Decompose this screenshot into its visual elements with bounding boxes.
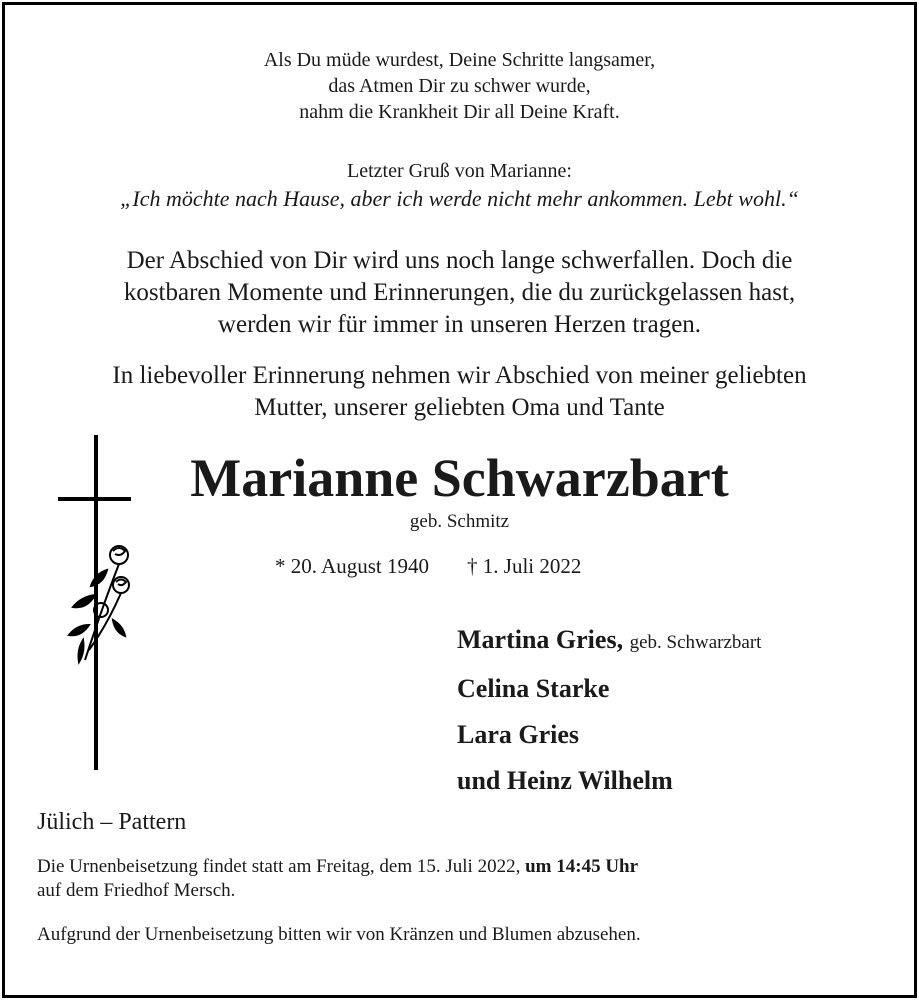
greeting-label: Letzter Gruß von Marianne: [347, 160, 572, 182]
remembrance-line: Mutter, unserer geliebten Oma und Tante [254, 394, 665, 421]
farewell-line: werden wir für immer in unseren Herzen tragen. [217, 311, 702, 338]
farewell-line: Der Abschied von Dir wird uns noch lange schwerfallen. Doch die [126, 247, 793, 274]
life-dates [275, 553, 581, 579]
poem-line: Als Du müde wurdest, Deine Schritte langsamer, [263, 49, 656, 71]
obituary-notice [2, 2, 917, 998]
remembrance-text [5, 360, 914, 424]
last-greeting [5, 158, 914, 212]
mourner-row [457, 712, 761, 758]
burial-time: um 14:45 Uhr [525, 856, 639, 877]
mourner-row [457, 666, 761, 712]
poem [5, 47, 914, 125]
burial-line [37, 855, 638, 879]
burial-text: Die Urnenbeisetzung findet statt am Freitag, dem 15. Juli 2022, [37, 856, 521, 877]
mourner-name: Celina Starke [457, 674, 610, 703]
birth-name: geb. Schmitz [409, 511, 510, 532]
greeting-quote: „Ich möchte nach Hause, aber ich werde nicht mehr ankommen. Lebt wohl.“ [120, 186, 799, 211]
flowers-request: Aufgrund der Urnenbeisetzung bitten wir von Kränzen und Blumen abzusehen. [37, 924, 641, 945]
poem-line: nahm die Krankheit Dir all Deine Kraft. [299, 101, 620, 123]
mourner-name: und Heinz Wilhelm [457, 766, 673, 795]
mourner-note: geb. Schwarzbart [629, 632, 762, 653]
remembrance-line: In liebevoller Erinnerung nehmen wir Abschied von meiner geliebten [112, 362, 807, 389]
place: Jülich – Pattern [37, 809, 187, 835]
mourners-list [457, 617, 761, 804]
mourner-name: Martina Gries, [457, 625, 624, 654]
mourner-row [457, 617, 761, 666]
mourner-row [457, 758, 761, 804]
deceased-name: Marianne Schwarzbart [190, 448, 729, 508]
burial-info [37, 855, 638, 903]
death-date: † 1. Juli 2022 [467, 554, 582, 578]
poem-line: das Atmen Dir zu schwer wurde, [328, 75, 591, 97]
burial-location: auf dem Friedhof Mersch. [37, 880, 236, 901]
farewell-text [5, 245, 914, 341]
farewell-line: kostbaren Momente und Erinnerungen, die du zurückgelassen hast, [123, 279, 796, 306]
mourner-name: Lara Gries [457, 720, 580, 749]
birth-date: * 20. August 1940 [275, 554, 430, 578]
